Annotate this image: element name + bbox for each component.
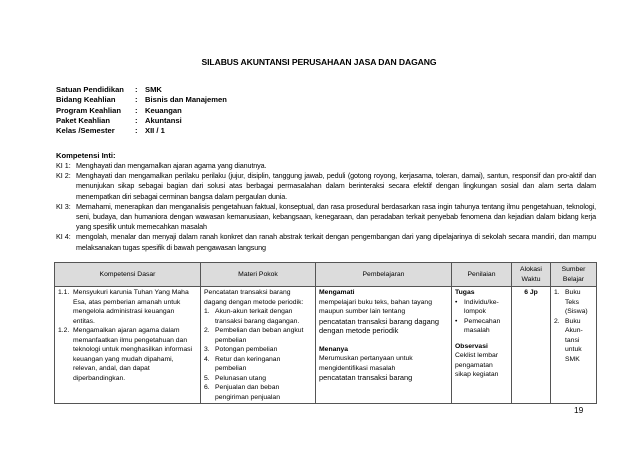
meta-row — [56, 116, 227, 126]
cell-pembelajaran — [316, 287, 452, 404]
penilaian-bullet-text: Individu/ke-lompok — [464, 298, 499, 315]
ki-label: KI 4: — [56, 232, 71, 242]
kd-text: Mengamalkan ajaran agama dalam memanfaatkan ilmu pengetahuan dan teknologi untuk menghasilkan informasi keuangan yang mudah dipahami, relevan, andal, dan dapat diperbandingkan. — [73, 327, 193, 382]
ki-text: Menghayati dan mengamalkan ajaran agama yang dianutnya. — [76, 161, 267, 170]
materi-item — [204, 355, 312, 374]
pembelajaran-text: pencatatan transaksi barang — [319, 373, 413, 382]
sumber-text: Buku Akun-tansi untuk SMK — [565, 317, 583, 363]
materi-text: Pelunasan utang — [215, 374, 267, 382]
materi-text: Retur dan keringanan pembelian — [215, 355, 281, 372]
meta-row — [56, 95, 227, 105]
meta-label: Program Keahlian — [56, 105, 121, 115]
meta-value: Bisnis dan Manajemen — [145, 95, 227, 105]
materi-text: Akun-akun terkait dengan transaksi barang dagangan. — [215, 308, 300, 325]
cell-kompetensi-dasar — [55, 287, 201, 404]
materi-item — [204, 307, 312, 326]
materi-number: 5. — [204, 374, 210, 382]
meta-colon: : — [135, 115, 138, 125]
meta-value: Akuntansi — [145, 115, 182, 125]
kd-number: 1.2. — [58, 327, 70, 334]
meta-row — [56, 85, 227, 95]
ki-item — [56, 232, 596, 252]
sumber-text: Buku Teks (Siswa) — [565, 289, 588, 315]
penilaian-bullet — [455, 317, 508, 336]
meta-row — [56, 106, 227, 116]
meta-colon: : — [135, 95, 138, 105]
meta-label: Paket Keahlian — [56, 115, 111, 125]
materi-number: 1. — [204, 308, 210, 315]
ki-item — [56, 171, 596, 202]
meta-row — [56, 126, 227, 136]
materi-number: 4. — [204, 355, 210, 363]
pembelajaran-text: pencatatan transaksi barang dagang dengan metode periodik — [319, 316, 439, 335]
meta-value: XII / 1 — [145, 126, 165, 136]
materi-text: Penjualan dan beban pengiriman penjualan — [215, 384, 280, 401]
table-row — [55, 287, 597, 404]
pembelajaran-text: Merumuskan pertanyaan untuk mengidentifikasi masalah — [319, 355, 413, 372]
pembelajaran-text: mempelajari buku teks, bahan tayang maupun sumber lain tentang — [319, 298, 432, 315]
header-materi-pokok: Materi Pokok — [201, 263, 316, 287]
sumber-item — [554, 288, 593, 317]
kd-item — [58, 288, 197, 326]
ki-label: KI 2: — [56, 171, 71, 181]
penilaian-bullet-text: Pemecahan masalah — [464, 317, 501, 334]
penilaian-text: Ceklist lembar pengamatan sikap kegiatan — [455, 352, 499, 378]
header-penilaian: Penilaian — [452, 263, 512, 287]
meta-colon: : — [135, 85, 138, 94]
kd-text: Mensyukuri karunia Tuhan Yang Maha Esa, atas pemberian amanah untuk mengelola administrasi keuangan entitas. — [73, 289, 189, 325]
syllabus-table — [54, 262, 597, 404]
materi-item — [204, 326, 312, 345]
page-number: 19 — [574, 405, 584, 415]
kompetensi-inti-heading: Kompetensi Inti: — [56, 151, 116, 160]
bullet-icon: • — [455, 317, 458, 325]
ki-text: Menghayati dan mengamalkan perilaku perilaku (jujur, disiplin, tanggung jawab, peduli (gotong royong, kerjasama, toleran, damai), santun, responsif dan pro-aktif dan menunjukan sikap sebagai bagian dari solusi atas berbagai permasalahan dalam berinteraksi secara efektif dengan lingkungan sosial dan alam serta dalam menempatkan diri sebagai cerminan bangsa dalam pergaulan dunia. — [76, 171, 596, 201]
page-title: SILABUS AKUNTANSI PERUSAHAAN JASA DAN DAGANG — [201, 57, 437, 67]
pembelajaran-heading-mengamati: Mengamati — [319, 289, 355, 296]
meta-label: Bidang Keahlian — [56, 95, 116, 105]
meta-value: SMK — [145, 85, 162, 94]
materi-number: 3. — [204, 346, 210, 353]
meta-colon: : — [135, 105, 138, 115]
penilaian-bullet — [455, 298, 508, 317]
penilaian-heading-tugas: Tugas — [455, 289, 475, 296]
ki-item — [56, 161, 596, 171]
sumber-number: 2. — [554, 317, 560, 325]
materi-text: Potongan pembelian — [215, 346, 278, 353]
meta-label: Kelas /Semester — [56, 126, 115, 136]
penilaian-heading-observasi: Observasi — [455, 342, 488, 350]
ki-text: mengolah, menalar dan menyaji dalam ranah konkret dan ranah abstrak terkait dengan pengembangan dari yang dipelajarinya di sekolah secara mandiri, dan mampu melaksanakan tugas spesifik di bawah pengawasan langsung — [76, 232, 596, 252]
sumber-number: 1. — [554, 289, 560, 296]
header-sumber-belajar: Sumber Belajar — [551, 263, 597, 287]
meta-value: Keuangan — [145, 105, 182, 115]
sumber-item — [554, 317, 593, 365]
table-header-row — [55, 263, 597, 287]
ki-item — [56, 202, 596, 233]
bullet-icon: • — [455, 298, 458, 306]
materi-number: 6. — [204, 384, 210, 391]
meta-colon: : — [135, 126, 138, 136]
cell-alokasi-waktu: 6 Jp — [512, 287, 551, 404]
pembelajaran-heading-menanya: Menanya — [319, 345, 349, 353]
materi-number: 2. — [204, 327, 210, 334]
materi-intro: Pencatatan transaksi barang dagang dengan metode periodik: — [204, 289, 304, 306]
kompetensi-inti-list — [56, 161, 596, 253]
ki-label: KI 1: — [56, 161, 71, 170]
identity-block — [56, 85, 227, 136]
meta-label: Satuan Pendidikan — [56, 85, 124, 94]
cell-penilaian — [452, 287, 512, 404]
header-kompetensi-dasar: Kompetensi Dasar — [55, 263, 201, 287]
cell-sumber-belajar — [551, 287, 597, 404]
kd-number: 1.1. — [58, 289, 70, 296]
ki-label: KI 3: — [56, 201, 71, 211]
cell-materi-pokok — [201, 287, 316, 404]
materi-item — [204, 345, 312, 355]
materi-text: Pembelian dan beban angkut pembelian — [215, 327, 304, 344]
materi-item — [204, 374, 312, 384]
ki-text: Memahami, menerapkan dan menganalisis pengetahuan faktual, konseptual, dan rasa prosedural berdasarkan rasa ingin tahunya tentang ilmu pengetahuan, teknologi, seni, budaya, dan humaniora dengan wawasan kemanusiaan, kebangsaan, kenegaraan, dan peradaban terkait penyebab fenomena dan kejadian dalam bidang kerja yang spesifik untuk memecahkan masalah — [76, 201, 596, 232]
header-pembelajaran: Pembelajaran — [316, 263, 452, 287]
materi-item — [204, 383, 312, 402]
header-alokasi-waktu: Alokasi Waktu — [512, 263, 551, 287]
kd-item — [58, 326, 197, 383]
